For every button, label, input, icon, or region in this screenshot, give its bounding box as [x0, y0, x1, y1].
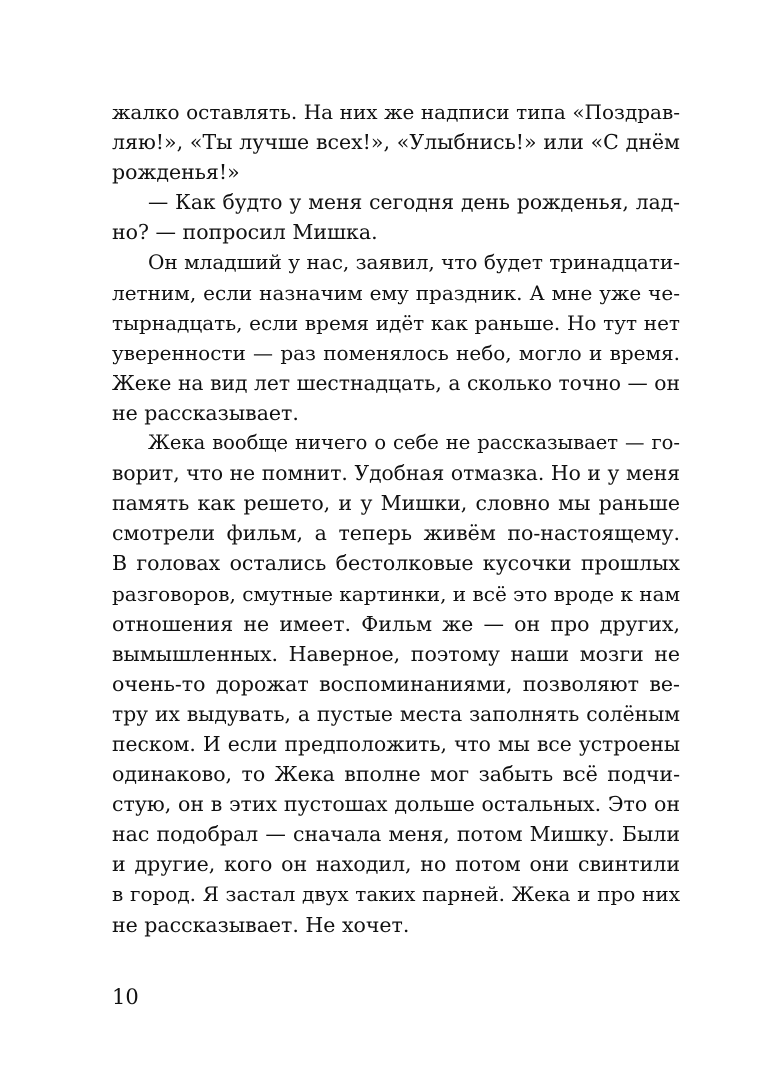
- text-line: вымышленных. Наверное, поэтому наши мозги не: [112, 641, 680, 666]
- text-line: летним, если назначим ему праздник. А мне уже че-: [112, 280, 680, 305]
- text-line: но? — попросил Мишка.: [112, 220, 378, 245]
- text-line: и другие, кого он находил, но потом они свинтили: [112, 852, 680, 877]
- text-line: ляю!», «Ты лучше всех!», «Улыбнись!» или «С днём: [112, 130, 680, 155]
- page-number: 10: [112, 985, 139, 1009]
- text-line: Жека вообще ничего о себе не рассказывает — го-: [148, 431, 680, 455]
- text-line: отношения не имеет. Фильм же — он про других,: [112, 611, 680, 636]
- text-line: в город. Я застал двух таких парней. Жека и про них: [112, 882, 680, 907]
- text-line: Жеке на вид лет шестнадцать, а сколько точно — он: [112, 370, 680, 395]
- text-line: рожденья!»: [112, 160, 240, 185]
- text-line: уверенности — раз поменялось небо, могло и время.: [112, 340, 680, 365]
- text-line: не рассказывает.: [112, 400, 299, 425]
- text-line: очень-то дорожат воспоминаниями, позволяют ве-: [112, 671, 680, 696]
- text-line: тру их выдувать, а пустые места заполнять солёным: [112, 701, 680, 726]
- text-line: В головах остались бестолковые кусочки прошлых: [112, 551, 680, 576]
- text-line: песком. И если предположить, что мы все устроены: [112, 731, 680, 756]
- text-line: не рассказывает. Не хочет.: [112, 912, 410, 937]
- text-line: память как решето, и у Мишки, словно мы раньше: [112, 491, 680, 516]
- text-line: — Как будто у меня сегодня день рожденья, лад-: [148, 190, 680, 215]
- text-line: нас подобрал — сначала меня, потом Мишку. Были: [112, 822, 680, 847]
- text-line: ворит, что не помнит. Удобная отмазка. Но и у меня: [112, 461, 680, 486]
- text-line: разговоров, смутные картинки, и всё это вроде к нам: [112, 581, 680, 606]
- text-line: Он младший у нас, заявил, что будет тринадцати-: [148, 250, 680, 275]
- text-line: жалко оставлять. На них же надписи типа «Поздрав-: [112, 100, 680, 124]
- text-line: стую, он в этих пустошах дольше остальных. Это он: [112, 792, 680, 817]
- text-line: тырнадцать, если время идёт как раньше. Но тут нет: [112, 310, 680, 335]
- text-line: одинаково, то Жека вполне мог забыть всё подчи-: [112, 762, 680, 787]
- text-line: смотрели фильм, а теперь живём по-настоящему.: [112, 521, 680, 546]
- body-text: [112, 97, 680, 940]
